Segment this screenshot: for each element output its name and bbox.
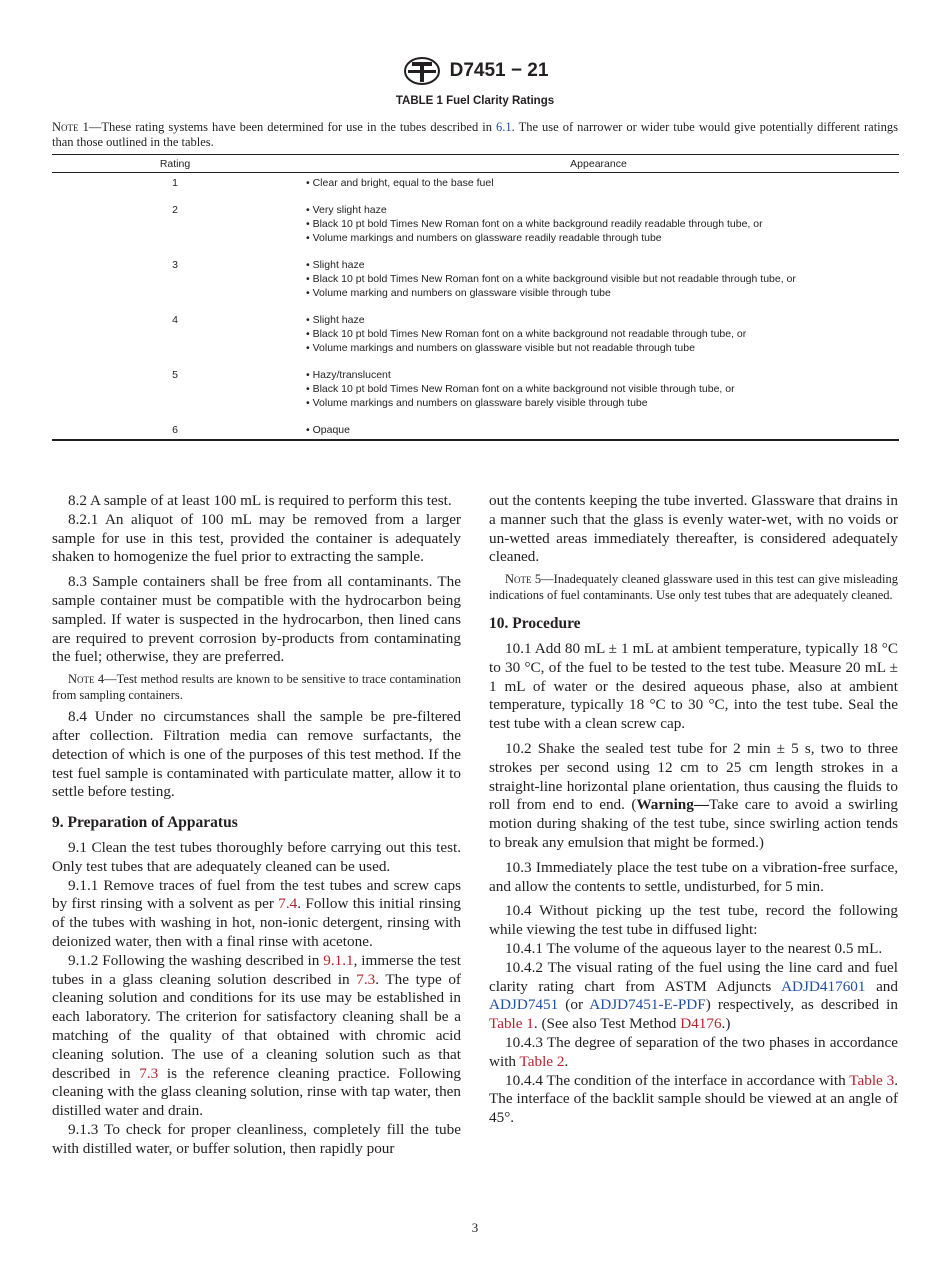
para-8-2: 8.2 A sample of at least 100 mL is required to perform this test. (68, 492, 452, 509)
table-row: 3 • Slight haze • Black 10 pt bold Times New Roman font on a white background visible but not readable through tube, or • Volume marking and numbers on glassware visible through tube (172, 259, 796, 299)
table-3-link[interactable]: Table 3 (849, 1071, 895, 1089)
fuel-clarity-table (52, 154, 899, 441)
para-10-3: 10.3 Immediately place the test tube on a vibration-free surface, and allow the contents to settle, undisturbed, for 5 min. (489, 858, 898, 895)
section-9-heading: 9. Preparation of Apparatus (52, 814, 238, 832)
ref-7-3-link[interactable]: 7.3 (356, 970, 376, 988)
astm-logo-icon (402, 56, 442, 86)
table-2-link[interactable]: Table 2 (519, 1052, 565, 1070)
ref-7-3-link[interactable]: 7.3 (139, 1064, 159, 1082)
d4176-link[interactable]: D4176 (680, 1015, 722, 1033)
table-row: 5 • Hazy/translucent • Black 10 pt bold Times New Roman font on a white background not visible through tube, or • Volume markings and numbers on glassware barely visible through tube (172, 369, 735, 409)
para-10-2: 10.2 Shake the sealed test tube for 2 min ± 5 s, two to three strokes per second using 12 cm to 25 cm length strokes in a straight-line horizontal plane orientation, thus causing the fluids to roll from end to end. (Warning—Take care to avoid a swirling motion during shaking of the test tube, since swirling action tends to break any emulsion that might be formed.) (489, 739, 898, 851)
para-10-4-3: 10.4.3 The degree of separation of the two phases in accordance with Table 2. (489, 1033, 898, 1070)
page-header (0, 56, 950, 86)
rating-header: Rating (52, 155, 298, 173)
section-10-heading: 10. Procedure (489, 615, 581, 633)
para-10-1: 10.1 Add 80 mL ± 1 mL at ambient temperature, typically 18 °C to 30 °C, of the fuel to be tested to the test tube. Measure 20 mL ± 1 mL of water or the desired aqueous phase, also at ambient temperature, typically 18 °C to 30 °C, into the test tube. Seal the test tube with a clean screw cap. (489, 639, 898, 733)
ref-7-4-link[interactable]: 7.4 (278, 895, 298, 913)
para-9-1: 9.1 Clean the test tubes thoroughly before carrying out this test. Only test tubes that are adequately cleaned can be used. (52, 838, 461, 875)
table-note: Note 1—These rating systems have been determined for use in the tubes described in 6.1. The use of narrower or wider tube would give potentially different ratings than those outlined in the tables. (52, 120, 899, 149)
para-8-4: 8.4 Under no circumstances shall the sample be pre-filtered after collection. Filtration media can remove surfactants, the detection of which is one of the purposes of this test method. If the test fuel sample is contaminated with particulate matter, allow it to settle before testing. (52, 708, 461, 801)
para-10-4: 10.4 Without picking up the test tube, record the following while viewing the test tube in diffused light: (489, 902, 898, 939)
table-title: TABLE 1 Fuel Clarity Ratings (395, 95, 555, 107)
note-4: Note 4—Test method results are known to be sensitive to trace contamination from sampling containers. (52, 672, 461, 702)
note-5: Note 5—Inadequately cleaned glassware used in this test can give misleading indications of fuel contaminants. Use only test tubes that are adequately cleaned. (489, 572, 898, 602)
adjd7451-link[interactable]: ADJD7451 (489, 996, 559, 1014)
left-column (52, 492, 461, 1159)
right-column (489, 492, 898, 1128)
para-10-4-2: 10.4.2 The visual rating of the fuel using the line card and fuel clarity rating chart from ASTM Adjuncts ADJD417601 and ADJD7451 (or ADJD7451-E-PDF) respectively, as described in Table 1. (See also Test Method D4176.) (489, 958, 898, 1033)
table-row: 2 • Very slight haze • Black 10 pt bold Times New Roman font on a white background readily readable through tube, or • Volume markings and numbers on glassware readily readable through tube (172, 204, 763, 244)
table-1-link[interactable]: Table 1 (489, 1015, 534, 1033)
adjd7451-e-pdf-link[interactable]: ADJD7451-E-PDF (589, 996, 706, 1014)
adjd417601-link[interactable]: ADJD417601 (781, 977, 866, 995)
table-row: 4 • Slight haze • Black 10 pt bold Times New Roman font on a white background not readable through tube, or • Volume markings and numbers on glassware visible but not readable through tube (172, 314, 747, 354)
page-number: 3 (471, 1220, 479, 1235)
para-9-1-3: 9.1.3 To check for proper cleanliness, completely fill the tube with distilled water, or buffer solution, then rapidly pour (52, 1120, 461, 1157)
para-10-4-1: 10.4.1 The volume of the aqueous layer to the nearest 0.5 mL. (505, 939, 883, 957)
para-9-1-2: 9.1.2 Following the washing described in 9.1.1, immerse the test tubes in a glass cleaning solution described in 7.3. The type of cleaning solution and conditions for its use may be established in each laboratory. The criterion for satisfactory cleaning shall be a matching of the quality of that obtained with chromic acid cleaning solution. The use of a cleaning solution such as that described in 7.3 is the reference cleaning practice. Following cleaning with the glass cleaning solution, rinse with tap water, then distilled water and drain. (52, 951, 461, 1120)
para-9-1-1: 9.1.1 Remove traces of fuel from the test tubes and screw caps by first rinsing with a solvent as per 7.4. Follow this initial rinsing of the tubes with washing in hot, non-ionic detergent, rinsing with deionized water, then with a final rinse with acetone. (52, 876, 462, 950)
designation: D7451 − 21 (449, 60, 549, 81)
ref-6-1-link[interactable]: 6.1 (496, 120, 512, 134)
ref-9-1-1-link[interactable]: 9.1.1 (323, 951, 354, 969)
para-8-3: 8.3 Sample containers shall be free from all contaminants. The sample container must be compatible with the hydrocarbon being sampled. If water is suspected in the hydrocarbon, then lined cans are required to prevent corrosion by-products from contaminating the fuel; otherwise, they are preferred. (52, 573, 461, 666)
para-8-2-1: 8.2.1 An aliquot of 100 mL may be removed from a larger sample for use in this test, provided the container is adequately shaken to homogenize the fuel prior to extracting the sample. (52, 510, 461, 566)
table-row: 6 • Opaque (52, 423, 899, 440)
para-9-1-3-cont: out the contents keeping the tube inverted. Glassware that drains in a manner such that the glass is evenly water-wet, with no voids or un-wetted areas immediately thereafter, is considered adequately cleaned. (489, 492, 898, 566)
table-row: 1 • Clear and bright, equal to the base fuel (172, 177, 494, 189)
appearance-header: Appearance (298, 155, 899, 173)
para-10-4-4: 10.4.4 The condition of the interface in accordance with Table 3. The interface of the backlit sample should be viewed at an angle of 45°. (489, 1071, 898, 1127)
